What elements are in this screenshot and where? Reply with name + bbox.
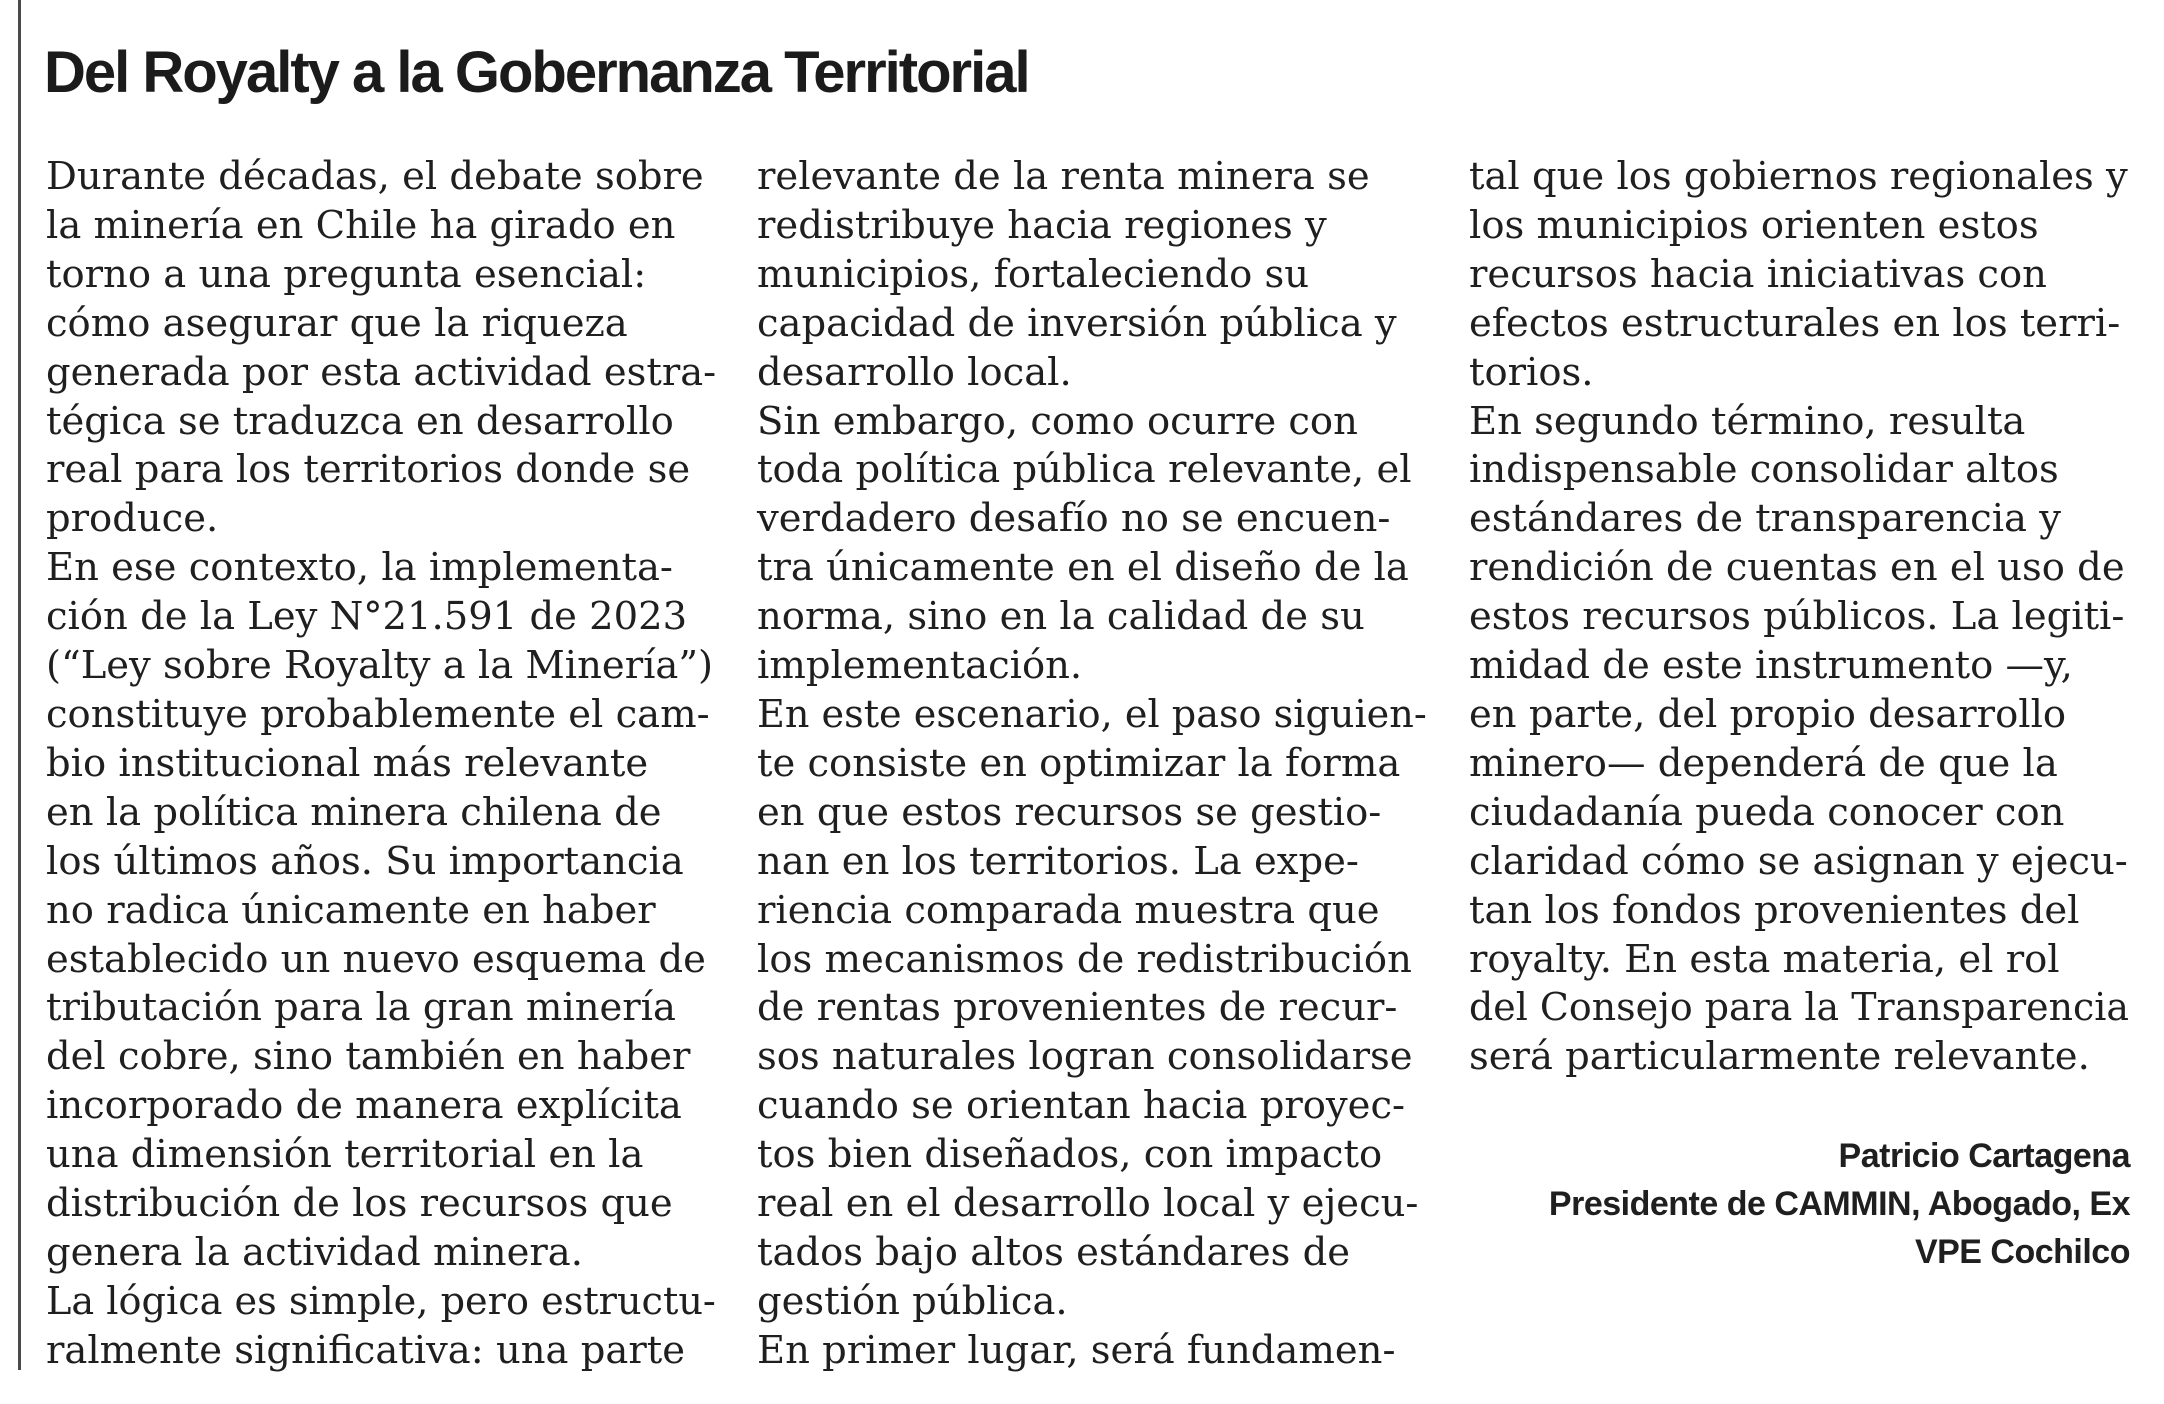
text-line: claridad cómo se asignan y ejecu- <box>1469 838 2128 884</box>
text-line: una dimensión territorial en la <box>46 1132 644 1178</box>
column-rule <box>18 0 21 1370</box>
text-line: no radica únicamente en haber <box>46 887 656 933</box>
text-line: tégica se traduzca en desarrollo <box>46 398 674 444</box>
text-line: en parte, del propio desarrollo <box>1469 691 2067 737</box>
article-column-2 <box>757 153 1427 1376</box>
text-line: municipios, fortaleciendo su <box>757 251 1310 297</box>
text-line: ralmente significativa: una parte <box>46 1327 686 1373</box>
text-line: verdadero desafío no se encuen- <box>757 496 1391 542</box>
text-line: produce. <box>46 496 219 542</box>
article-title: Del Royalty a la Gobernanza Territorial <box>44 40 1029 105</box>
text-line: los últimos años. Su importancia <box>46 838 684 884</box>
text-line: En segundo término, resulta <box>1469 398 2026 444</box>
text-line: la minería en Chile ha girado en <box>46 202 676 248</box>
text-line: tal que los gobiernos regionales y <box>1469 154 2128 199</box>
text-line: La lógica es simple, pero estructu- <box>46 1278 716 1324</box>
text-line: gestión pública. <box>757 1278 1068 1324</box>
text-line: ción de la Ley N°21.591 de 2023 <box>46 594 688 640</box>
text-line: del cobre, sino también en haber <box>46 1034 691 1080</box>
text-line: tos bien diseñados, con impacto <box>757 1132 1383 1178</box>
text-line: capacidad de inversión pública y <box>757 300 1397 346</box>
text-line: En primer lugar, será fundamen- <box>757 1327 1396 1373</box>
text-line: cómo asegurar que la riqueza <box>46 300 628 346</box>
text-line: nan en los territorios. La expe- <box>757 838 1359 884</box>
text-line: midad de este instrumento —y, <box>1469 643 2073 689</box>
text-line: te consiste en optimizar la forma <box>757 740 1401 786</box>
article-column-1 <box>46 153 716 1376</box>
author-role-line-1: Presidente de CAMMIN, Abogado, Ex <box>1548 1185 2130 1223</box>
text-line: relevante de la renta minera se <box>757 154 1370 199</box>
text-line: incorporado de manera explícita <box>46 1083 682 1129</box>
text-line: los mecanismos de redistribución <box>757 936 1412 982</box>
text-line: implementación. <box>757 643 1083 689</box>
text-line: generada por esta actividad estra- <box>46 349 717 395</box>
text-line: minero— dependerá de que la <box>1469 740 2058 786</box>
text-line: estos recursos públicos. La legiti- <box>1469 594 2125 640</box>
author-signature <box>1549 1132 2130 1276</box>
text-line: será particularmente relevante. <box>1469 1034 2090 1080</box>
text-line: torno a una pregunta esencial: <box>46 251 647 297</box>
text-line: norma, sino en la calidad de su <box>757 594 1365 640</box>
article-column-3 <box>1469 153 2129 1082</box>
text-line: cuando se orientan hacia proyec- <box>757 1083 1406 1129</box>
text-line: sos naturales logran consolidarse <box>757 1034 1413 1080</box>
text-line: estándares de transparencia y <box>1469 496 2061 542</box>
text-line: efectos estructurales en los terri- <box>1469 300 2121 346</box>
text-line: distribución de los recursos que <box>46 1181 673 1227</box>
text-line: de rentas provenientes de recur- <box>757 985 1398 1031</box>
text-line: Durante décadas, el debate sobre <box>46 154 704 199</box>
text-line: los municipios orienten estos <box>1469 202 2039 248</box>
text-line: royalty. En esta materia, el rol <box>1469 936 2060 982</box>
text-line: real en el desarrollo local y ejecu- <box>757 1181 1419 1227</box>
text-line: Sin embargo, como ocurre con <box>757 398 1358 444</box>
text-line: indispensable consolidar altos <box>1469 447 2059 493</box>
text-line: torios. <box>1469 349 1594 395</box>
text-line: tan los fondos provenientes del <box>1469 887 2080 933</box>
text-line: en la política minera chilena de <box>46 789 662 835</box>
text-line: tributación para la gran minería <box>46 985 676 1031</box>
text-line: desarrollo local. <box>757 349 1072 395</box>
text-line: riencia comparada muestra que <box>757 887 1380 933</box>
text-line: recursos hacia iniciativas con <box>1469 251 2047 297</box>
text-line: constituye probablemente el cam- <box>46 691 710 737</box>
text-line: ciudadanía pueda conocer con <box>1469 789 2065 835</box>
text-line: tra únicamente en el diseño de la <box>757 545 1409 591</box>
text-line: toda política pública relevante, el <box>757 447 1412 493</box>
text-line: tados bajo altos estándares de <box>757 1229 1351 1275</box>
text-line: En ese contexto, la implementa- <box>46 545 673 591</box>
text-line: rendición de cuentas en el uso de <box>1469 545 2125 591</box>
text-line: real para los territorios donde se <box>46 447 691 493</box>
text-line: bio institucional más relevante <box>46 740 649 786</box>
text-line: En este escenario, el paso siguien- <box>757 691 1427 737</box>
text-line: del Consejo para la Transparencia <box>1469 985 2130 1031</box>
author-role-line-2: VPE Cochilco <box>1914 1233 2130 1271</box>
text-line: redistribuye hacia regiones y <box>757 202 1327 248</box>
text-line: genera la actividad minera. <box>46 1229 583 1275</box>
author-name: Patricio Cartagena <box>1838 1137 2130 1175</box>
text-line: en que estos recursos se gestio- <box>757 789 1382 835</box>
text-line: (“Ley sobre Royalty a la Minería”) <box>46 643 714 689</box>
text-line: establecido un nuevo esquema de <box>46 936 706 982</box>
